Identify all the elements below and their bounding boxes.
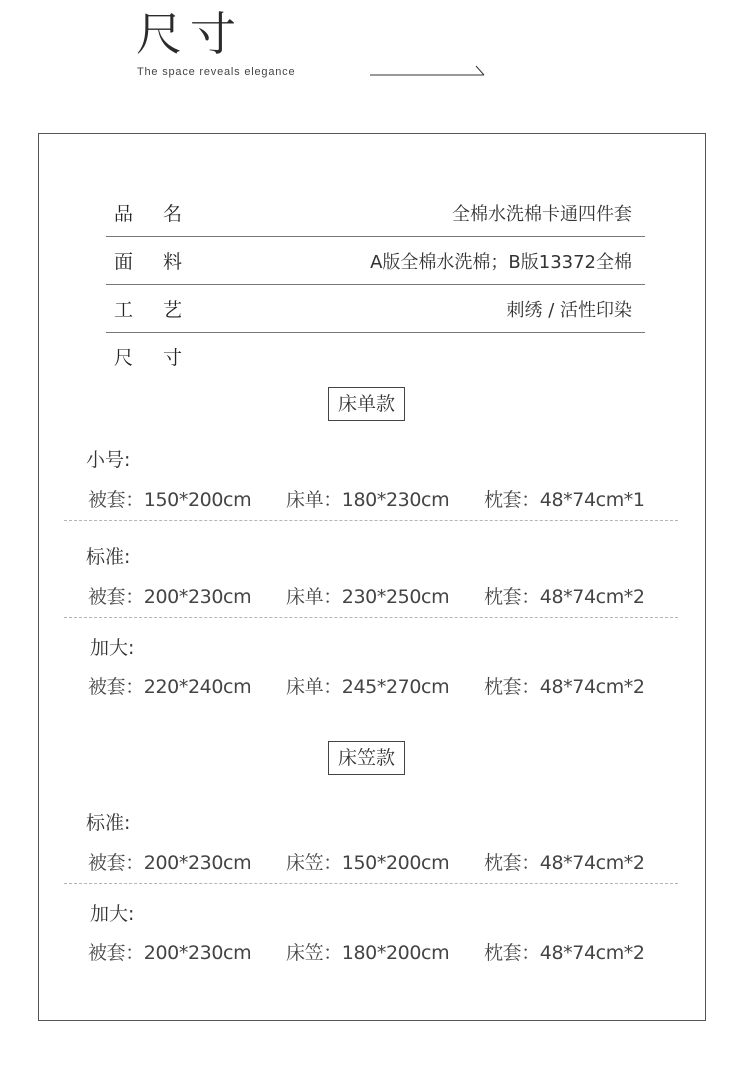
duvet-size: 被套：220*240cm <box>88 676 252 698</box>
size-name: 标准: <box>86 812 131 834</box>
divider <box>64 617 678 618</box>
spec-label: 工艺 <box>114 299 213 321</box>
size-name: 小号: <box>86 449 131 471</box>
spec-value: 刺绣 / 活性印染 <box>506 300 632 321</box>
section-title-sheet: 床单款 <box>328 387 405 421</box>
spec-label: 面料 <box>114 251 213 273</box>
pillowcase-size: 枕套：48*74cm*2 <box>484 852 645 874</box>
spec-row-fabric <box>106 237 645 285</box>
size-name: 加大: <box>90 637 135 659</box>
duvet-size: 被套：200*230cm <box>88 942 252 964</box>
spec-label: 品名 <box>114 203 213 225</box>
duvet-size: 被套：150*200cm <box>88 489 252 511</box>
duvet-size: 被套：200*230cm <box>88 852 252 874</box>
spec-value: 全棉水洗棉卡通四件套 <box>452 204 632 225</box>
size-name: 加大: <box>90 903 135 925</box>
pillowcase-size: 枕套：48*74cm*1 <box>484 489 645 511</box>
spec-row-name <box>106 189 645 237</box>
pillowcase-size: 枕套：48*74cm*2 <box>484 676 645 698</box>
sheet-size: 床单：180*230cm <box>286 489 450 511</box>
size-name: 标准: <box>86 546 131 568</box>
sheet-size: 床单：230*250cm <box>286 586 450 608</box>
spec-row-size <box>106 333 645 381</box>
page-title: 尺寸 <box>136 7 244 61</box>
fitted-sheet-size: 床笠：150*200cm <box>286 852 450 874</box>
spec-label: 尺寸 <box>114 347 213 369</box>
fitted-sheet-size: 床笠：180*200cm <box>286 942 450 964</box>
arrow-right-icon <box>370 63 488 79</box>
divider <box>64 520 678 521</box>
duvet-size: 被套：200*230cm <box>88 586 252 608</box>
spec-row-craft <box>106 285 645 333</box>
sheet-size: 床单：245*270cm <box>286 676 450 698</box>
page-subtitle: The space reveals elegance <box>137 66 296 78</box>
pillowcase-size: 枕套：48*74cm*2 <box>484 942 645 964</box>
spec-value: A版全棉水洗棉；B版13372全棉 <box>370 252 632 273</box>
divider <box>64 883 678 884</box>
pillowcase-size: 枕套：48*74cm*2 <box>484 586 645 608</box>
section-title-fitted: 床笠款 <box>328 741 405 775</box>
